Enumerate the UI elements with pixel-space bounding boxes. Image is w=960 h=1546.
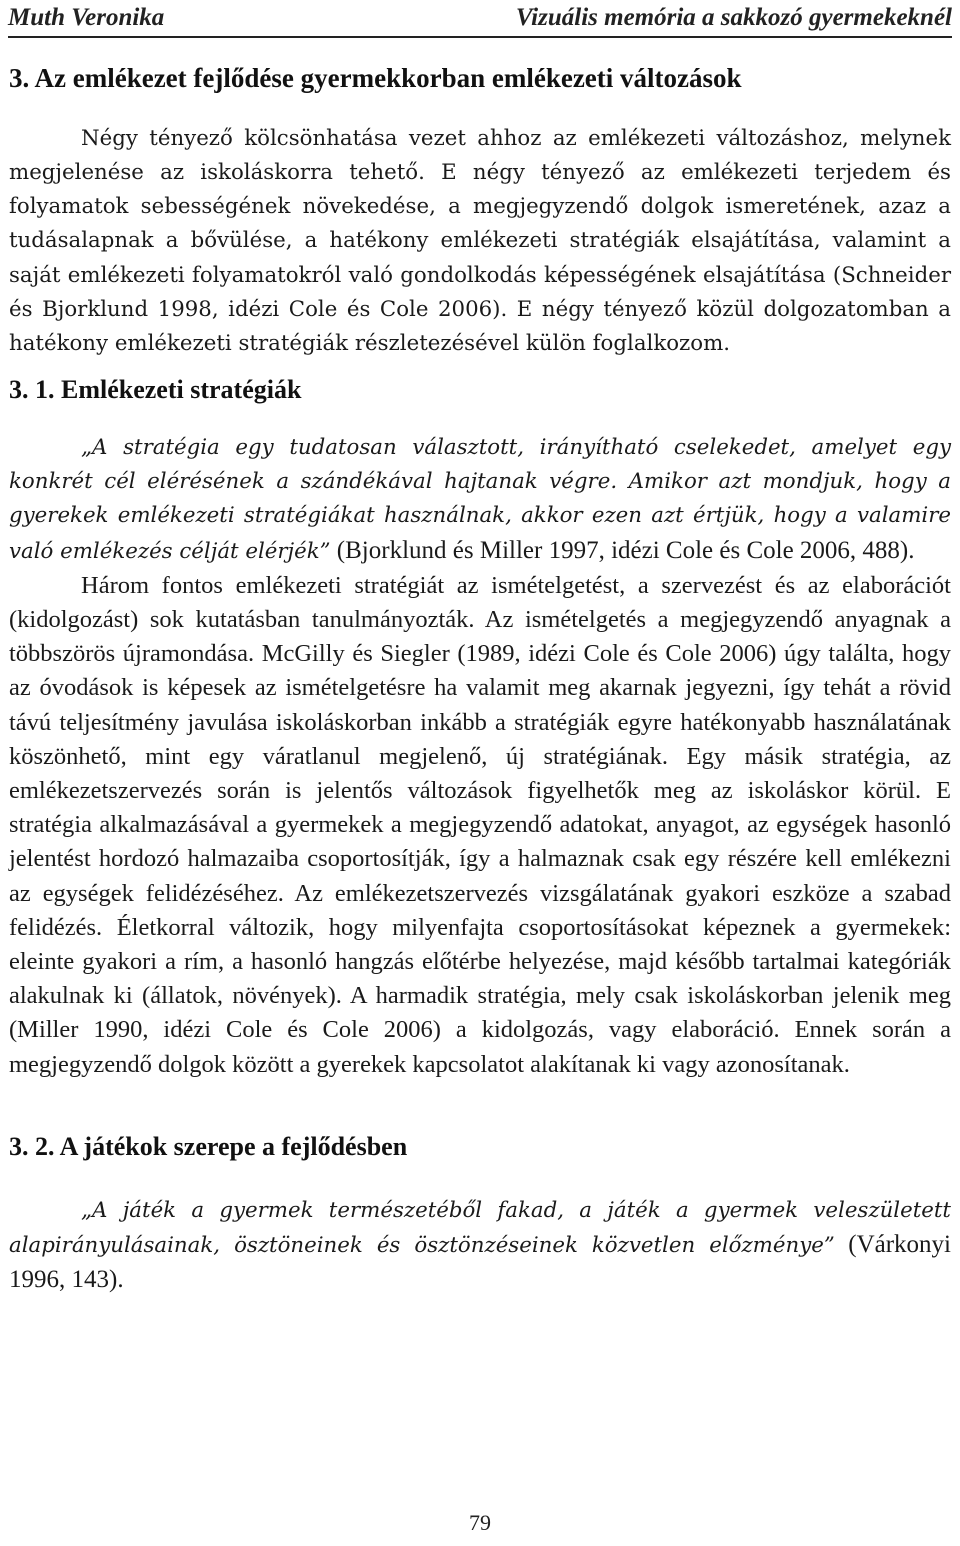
- play-definition-quote: „A játék a gyermek természetéből fakad, a játék a gyermek veleszületett alapirányulásainak, ösztöneinek és ösztönzéseinek közvetlen előzménye”: [9, 1197, 951, 1258]
- page-number: 79: [469, 1510, 491, 1535]
- page-content: [9, 62, 951, 1298]
- strategy-definition-quote: „A stratégia egy tudatosan választott, irányítható cselekedet, amelyet egy konkrét cél elérésének a szándékával hajtanak végre. Amikor azt mondjuk, hogy a gyerekek emlékezeti stratégiákat használnak, akkor ezen azt értjük, hogy a valamire való emlékezés célját elérjék”: [9, 434, 951, 564]
- strategy-definition-citation: (Bjorklund és Miller 1997, idézi Cole és Cole 2006, 488).: [330, 536, 915, 564]
- section-3-2-heading: 3. 2. A játékok szerepe a fejlődésben: [9, 1131, 408, 1161]
- play-definition-citation: (Várkonyi 1996, 143).: [9, 1230, 951, 1294]
- section-3-1-paragraph: Három fontos emlékezeti stratégiát az ismételgetést, a szervezést és az elaborációt (kidolgozást) sok kutatásban tanulmányozták. Az ismételgetés a megjegyzendő anyagnak a többszörös újramondása. McGilly és Siegler (1989, idézi Cole és Cole 2006) úgy találta, hogy az óvodások is képesek az ismételgetésre ha valamit meg akarnak jegyezni, így tehát a rövid távú teljesítmény javulása iskoláskorban inkább a stratégiák egyre hatékonyabb használatának köszönhető, mint egy váratlanul megjelenő, új stratégiának. Egy másik stratégia, az emlékezetszervezés során is jelentős változások figyelhetők meg az iskoláskor körül. E stratégia alkalmazásával a gyermekek a megjegyzendő adatokat, anyagot, az egységek hasonló jelentést hordozó halmazaiba csoportosítják, így a halmaznak csak egy részére kell emlékezni az egységek felidézéséhez. Az emlékezetszervezés vizsgálatának gyakori eszköze a szabad felidézés. Életkorral változik, hogy milyenfajta csoportosításokat képeznek a gyermekek: eleinte gyakori a rím, a hasonló hangzás előtérbe helyezése, majd később tartalmai kategóriák alakulnak ki (állatok, növények). A harmadik stratégia, mely csak iskoláskorban jelenik meg (Miller 1990, idézi Cole és Cole 2006) a kidolgozás, vagy elaboráció. Ennek során a megjegyzendő dolgok között a gyerekek kapcsolatot alakítanak ki vagy azonosítanak.: [9, 571, 951, 1078]
- running-header: [8, 0, 952, 38]
- header-author: Muth Veronika: [8, 4, 165, 31]
- section-3-1-heading: 3. 1. Emlékezeti stratégiák: [9, 375, 302, 405]
- section-3-paragraph: Négy tényező kölcsönhatása vezet ahhoz az emlékezeti változáshoz, melynek megjelenése az iskoláskorra tehető. E négy tényező az emlékezeti terjedem és folyamatok sebességének növekedése, a megjegyzendő dolgok ismeretének, azaz a tudásalapnak a bővülése, a hatékony emlékezeti stratégiák elsajátítása, valamint a saját emlékezeti folyamatokról való gondolkodás képességének elsajátítása (Schneider és Bjorklund 1998, idézi Cole és Cole 2006). E négy tényező közül dolgozatomban a hatékony emlékezeti stratégiák részletezésével külön foglalkozom.: [9, 125, 951, 356]
- section-3-2-quote-paragraph: [9, 1194, 951, 1299]
- section-3-1-quote-paragraph: [9, 431, 951, 569]
- section-3-heading: 3. Az emlékezet fejlődése gyermekkorban emlékezeti változások: [9, 63, 742, 93]
- header-title: Vizuális memória a sakkozó gyermekeknél: [515, 4, 952, 31]
